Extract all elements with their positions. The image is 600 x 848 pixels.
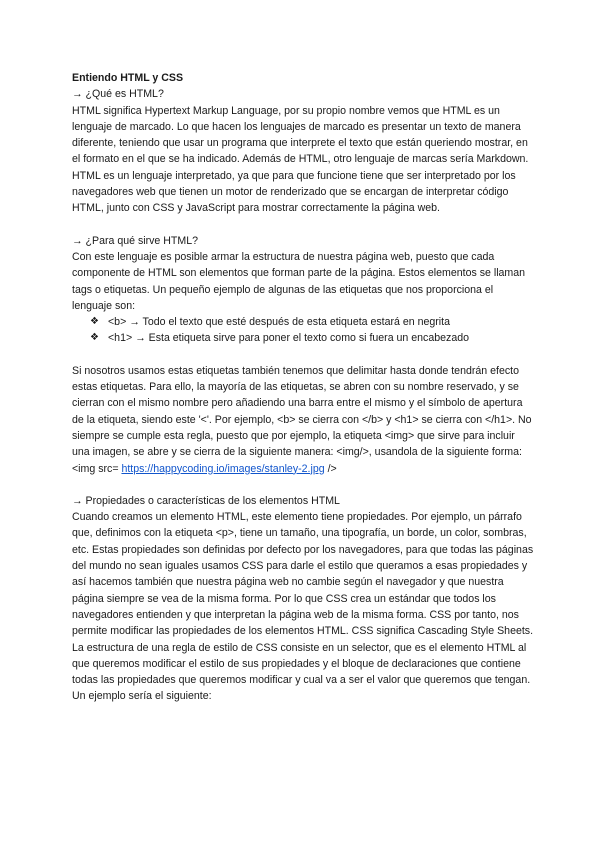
image-url-link[interactable]: https://happycoding.io/images/stanley-2.jpg (121, 462, 325, 475)
paragraph-html-structure: Con este lenguaje es posible armar la estructura de nuestra página web, puesto que cada componente de HTML son elementos que forman parte de la página. Estos elementos se llaman tags o etiquetas. Un pequeño ejemplo de algunas de las etiquetas que nos proporciona el lenguaje son: (72, 250, 526, 312)
paragraph-properties-css: Cuando creamos un elemento HTML, este elemento tiene propiedades. Por ejemplo, un párrafo que, definimos con la etiqueta <p>, tiene un tamaño, una tipografía, un borde, un color, sombras, etc. Estas propiedades son definidas por defecto por los navegadores, para que todas las páginas del mundo no sean iguales usamos CSS para darle el estilo que queramos a esas propiedades y así hacemos también que nuestra página web no cambie según el navegador y que nuestra página siempre se vea de la misma forma. Por lo que CSS crea un estándar que todos los navegadores entienden y que interpretan la página web de la misma forma. CSS por tanto, nos permite modificar las propiedades de los elementos HTML. CSS significa Cascading Style Sheets. La estructura de una regla de estilo de CSS consiste en un selector, que es el elemento HTML al que queremos modificar el estilo de sus propiedades y el bloque de declaraciones que contiene todas las propiedades que queremos modificar y cual va a ser el valor que queremos que tengan. Un ejemplo sería el siguiente: (72, 511, 534, 703)
list-item-text: <h1> → Esta etiqueta sirve para poner el texto como si fuera un encabezado (108, 332, 469, 345)
code-example-line (72, 461, 534, 477)
spacer (72, 217, 534, 233)
spacer (72, 347, 534, 363)
list-item-text: <b> → Todo el texto que esté después de esta etiqueta estará en negrita (108, 316, 450, 329)
code-suffix: /> (324, 462, 337, 475)
section-heading-what-is-html: → ¿Qué es HTML? (72, 88, 164, 101)
list-item (90, 330, 534, 346)
tag-examples-list (72, 314, 534, 347)
list-item (90, 314, 534, 330)
diamond-bullet-icon: ❖ (90, 316, 99, 328)
section-heading-what-is-html-for: → ¿Para qué sirve HTML? (72, 234, 198, 247)
paragraph-what-is-html: HTML significa Hypertext Markup Language, por su propio nombre vemos que HTML es un lenguaje de marcado. Lo que hacen los lenguajes de marcado es presentar un texto de manera diferente, teniendo que usar un programa que interprete el texto que están queriendo mostrar, en el formato en el que se ha indicado. Además de HTML, otro lenguaje de marcas sería Markdown. HTML es un lenguaje interpretado, ya que para que funcione tiene que ser interpretado por los navegadores web que tienen un motor de renderizado que se encargan de interpretar código HTML, junto con CSS y JavaScript para mostrar correctamente la página web. (72, 104, 529, 215)
document-body (72, 70, 534, 705)
code-prefix: <img src= (72, 462, 122, 475)
document-title: Entiendo HTML y CSS (72, 72, 184, 84)
section-heading-properties: → Propiedades o características de los elementos HTML (72, 494, 340, 507)
paragraph-closing-tags: Si nosotros usamos estas etiquetas también tenemos que delimitar hasta donde tendrán efecto estas etiquetas. Para ello, la mayoría de las etiquetas, se abren con su nombre reservado, y se cierran con el mismo nombre pero añadiendo una barra entre el mismo y el símbolo de apertura de la etiqueta, siendo este '<'. Por ejemplo, <b> se cierra con </b> y <h1> se cierra con </h1>. No siempre se cumple esta regla, puesto que por ejemplo, la etiqueta <img> que sirve para incluir una imagen, se abre y se cierra de la siguiente manera: <img/>, usandola de la siguiente forma: (72, 364, 532, 459)
diamond-bullet-icon: ❖ (90, 332, 99, 344)
spacer (72, 477, 534, 493)
